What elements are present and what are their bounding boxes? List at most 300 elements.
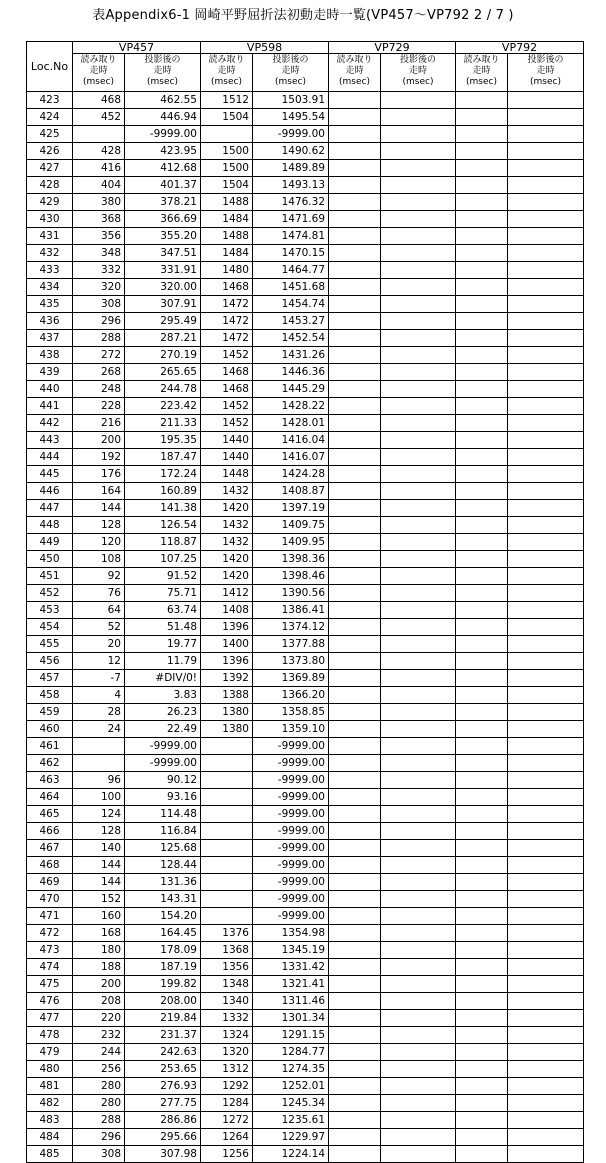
empty-cell — [381, 1010, 456, 1027]
loc-no-cell: 426 — [27, 143, 73, 160]
loc-no-cell: 449 — [27, 534, 73, 551]
vp598-read-cell — [201, 823, 253, 840]
empty-cell — [381, 721, 456, 738]
empty-cell — [508, 551, 584, 568]
vp598-read-cell: 1488 — [201, 228, 253, 245]
empty-cell — [329, 704, 381, 721]
empty-cell — [456, 160, 508, 177]
empty-cell — [329, 1044, 381, 1061]
table-row — [27, 891, 584, 908]
vp598-read-cell: 1356 — [201, 959, 253, 976]
empty-cell — [381, 109, 456, 126]
empty-cell — [456, 398, 508, 415]
loc-no-cell: 423 — [27, 92, 73, 109]
vp598-proj-cell: -9999.00 — [253, 738, 329, 755]
projected-time-header-line: (msec) — [402, 77, 434, 87]
vp598-read-cell: 1500 — [201, 143, 253, 160]
vp457-read-cell: 380 — [73, 194, 125, 211]
vp598-proj-cell: 1452.54 — [253, 330, 329, 347]
vp598-proj-cell: 1359.10 — [253, 721, 329, 738]
read-time-header — [329, 54, 381, 92]
vp457-read-cell: 220 — [73, 1010, 125, 1027]
loc-no-cell: 462 — [27, 755, 73, 772]
empty-cell — [381, 364, 456, 381]
vp598-read-cell: 1396 — [201, 619, 253, 636]
vp457-read-cell: 96 — [73, 772, 125, 789]
vp598-proj-cell: 1390.56 — [253, 585, 329, 602]
empty-cell — [456, 942, 508, 959]
empty-cell — [329, 670, 381, 687]
empty-cell — [381, 551, 456, 568]
vp457-proj-cell: 286.86 — [125, 1112, 201, 1129]
empty-cell — [456, 551, 508, 568]
vp598-read-cell: 1256 — [201, 1146, 253, 1163]
loc-no-cell: 452 — [27, 585, 73, 602]
loc-no-cell: 472 — [27, 925, 73, 942]
vp457-proj-cell: 75.71 — [125, 585, 201, 602]
vp457-read-cell: 100 — [73, 789, 125, 806]
vp457-proj-cell: 295.66 — [125, 1129, 201, 1146]
empty-cell — [381, 432, 456, 449]
loc-no-cell: 478 — [27, 1027, 73, 1044]
vp598-read-cell: 1504 — [201, 109, 253, 126]
vp457-proj-cell: 244.78 — [125, 381, 201, 398]
table-row — [27, 330, 584, 347]
table-row — [27, 585, 584, 602]
read-time-header-line: 走時 — [345, 66, 364, 76]
empty-cell — [508, 245, 584, 262]
empty-cell — [381, 415, 456, 432]
vp457-read-cell: 280 — [73, 1095, 125, 1112]
empty-cell — [329, 279, 381, 296]
table-row — [27, 908, 584, 925]
loc-no-cell: 468 — [27, 857, 73, 874]
vp598-proj-cell: 1490.62 — [253, 143, 329, 160]
table-row — [27, 942, 584, 959]
empty-cell — [456, 517, 508, 534]
vp598-read-cell: 1480 — [201, 262, 253, 279]
empty-cell — [381, 840, 456, 857]
empty-cell — [329, 806, 381, 823]
loc-no-cell: 444 — [27, 449, 73, 466]
vp457-proj-cell: -9999.00 — [125, 738, 201, 755]
vp598-proj-cell: -9999.00 — [253, 908, 329, 925]
table-row — [27, 840, 584, 857]
vp598-read-cell: 1504 — [201, 177, 253, 194]
projected-time-header-line: (msec) — [530, 77, 561, 87]
vp457-read-cell: 288 — [73, 330, 125, 347]
table-row — [27, 959, 584, 976]
empty-cell — [456, 381, 508, 398]
empty-cell — [456, 432, 508, 449]
table-row — [27, 109, 584, 126]
empty-cell — [508, 1146, 584, 1163]
empty-cell — [456, 823, 508, 840]
vp457-read-cell: 416 — [73, 160, 125, 177]
empty-cell — [456, 347, 508, 364]
empty-cell — [456, 857, 508, 874]
empty-cell — [508, 415, 584, 432]
vp598-proj-cell: 1397.19 — [253, 500, 329, 517]
vp-header: VP792 — [456, 42, 584, 54]
vp598-read-cell: 1284 — [201, 1095, 253, 1112]
loc-no-cell: 439 — [27, 364, 73, 381]
vp457-read-cell: 428 — [73, 143, 125, 160]
table-row — [27, 976, 584, 993]
vp457-proj-cell: 118.87 — [125, 534, 201, 551]
vp598-read-cell — [201, 874, 253, 891]
empty-cell — [381, 92, 456, 109]
empty-cell — [508, 92, 584, 109]
vp457-read-cell: 244 — [73, 1044, 125, 1061]
empty-cell — [329, 772, 381, 789]
vp598-proj-cell: 1331.42 — [253, 959, 329, 976]
vp598-proj-cell: 1489.89 — [253, 160, 329, 177]
empty-cell — [456, 976, 508, 993]
loc-no-cell: 482 — [27, 1095, 73, 1112]
vp457-read-cell: 308 — [73, 1146, 125, 1163]
vp598-read-cell: 1320 — [201, 1044, 253, 1061]
vp-header: VP729 — [329, 42, 456, 54]
projected-time-header-line: (msec) — [275, 77, 306, 87]
vp598-read-cell: 1472 — [201, 313, 253, 330]
empty-cell — [508, 466, 584, 483]
empty-cell — [381, 534, 456, 551]
table-row — [27, 789, 584, 806]
vp457-read-cell: 128 — [73, 517, 125, 534]
vp457-read-cell: 216 — [73, 415, 125, 432]
vp598-proj-cell: 1471.69 — [253, 211, 329, 228]
read-time-header-line: (msec) — [466, 77, 497, 87]
loc-no-cell: 432 — [27, 245, 73, 262]
vp598-proj-cell: 1245.34 — [253, 1095, 329, 1112]
vp457-proj-cell: 26.23 — [125, 704, 201, 721]
table-row — [27, 1044, 584, 1061]
empty-cell — [381, 772, 456, 789]
vp598-read-cell: 1312 — [201, 1061, 253, 1078]
table-row — [27, 1010, 584, 1027]
empty-cell — [381, 194, 456, 211]
vp457-read-cell: 368 — [73, 211, 125, 228]
projected-time-header-line: 投影後の — [144, 55, 181, 65]
vp598-proj-cell: 1252.01 — [253, 1078, 329, 1095]
loc-header: Loc.No — [27, 42, 73, 92]
empty-cell — [456, 806, 508, 823]
empty-cell — [456, 279, 508, 296]
empty-cell — [329, 177, 381, 194]
empty-cell — [508, 772, 584, 789]
empty-cell — [329, 942, 381, 959]
table-row — [27, 92, 584, 109]
empty-cell — [508, 296, 584, 313]
empty-cell — [508, 381, 584, 398]
header-row-sub — [27, 54, 584, 92]
empty-cell — [456, 313, 508, 330]
vp598-proj-cell: 1446.36 — [253, 364, 329, 381]
vp457-proj-cell: 208.00 — [125, 993, 201, 1010]
empty-cell — [381, 466, 456, 483]
empty-cell — [456, 925, 508, 942]
empty-cell — [508, 670, 584, 687]
empty-cell — [381, 398, 456, 415]
vp598-proj-cell: 1453.27 — [253, 313, 329, 330]
empty-cell — [456, 1095, 508, 1112]
empty-cell — [329, 466, 381, 483]
vp457-read-cell: 128 — [73, 823, 125, 840]
empty-cell — [329, 160, 381, 177]
vp457-proj-cell: 287.21 — [125, 330, 201, 347]
vp598-proj-cell: 1464.77 — [253, 262, 329, 279]
empty-cell — [329, 619, 381, 636]
empty-cell — [456, 92, 508, 109]
empty-cell — [381, 806, 456, 823]
table-row — [27, 1095, 584, 1112]
empty-cell — [329, 143, 381, 160]
projected-time-header — [125, 54, 201, 92]
projected-time-header-line: 走時 — [281, 66, 300, 76]
vp457-proj-cell: 187.47 — [125, 449, 201, 466]
loc-no-cell: 466 — [27, 823, 73, 840]
vp457-proj-cell: 116.84 — [125, 823, 201, 840]
vp457-proj-cell: 154.20 — [125, 908, 201, 925]
empty-cell — [329, 381, 381, 398]
empty-cell — [508, 109, 584, 126]
vp457-read-cell: 296 — [73, 313, 125, 330]
empty-cell — [329, 1146, 381, 1163]
empty-cell — [508, 891, 584, 908]
empty-cell — [381, 160, 456, 177]
loc-no-cell: 428 — [27, 177, 73, 194]
empty-cell — [381, 1146, 456, 1163]
vp457-read-cell: 248 — [73, 381, 125, 398]
vp457-read-cell: 200 — [73, 432, 125, 449]
empty-cell — [456, 1027, 508, 1044]
vp457-proj-cell: 265.65 — [125, 364, 201, 381]
empty-cell — [381, 517, 456, 534]
empty-cell — [508, 653, 584, 670]
empty-cell — [329, 755, 381, 772]
table-row — [27, 245, 584, 262]
vp598-read-cell: 1368 — [201, 942, 253, 959]
empty-cell — [508, 194, 584, 211]
table-row — [27, 194, 584, 211]
vp598-proj-cell: 1354.98 — [253, 925, 329, 942]
table-row — [27, 534, 584, 551]
vp598-proj-cell: -9999.00 — [253, 823, 329, 840]
empty-cell — [508, 160, 584, 177]
empty-cell — [508, 908, 584, 925]
loc-no-cell: 469 — [27, 874, 73, 891]
vp598-read-cell: 1380 — [201, 721, 253, 738]
vp457-read-cell: 192 — [73, 449, 125, 466]
empty-cell — [329, 1061, 381, 1078]
vp457-proj-cell: 242.63 — [125, 1044, 201, 1061]
vp457-read-cell: 268 — [73, 364, 125, 381]
vp598-read-cell: 1484 — [201, 211, 253, 228]
vp598-proj-cell: -9999.00 — [253, 891, 329, 908]
read-time-header-line: 走時 — [217, 66, 236, 76]
table-row — [27, 619, 584, 636]
empty-cell — [508, 925, 584, 942]
vp457-proj-cell: 19.77 — [125, 636, 201, 653]
vp457-proj-cell: 128.44 — [125, 857, 201, 874]
loc-no-cell: 441 — [27, 398, 73, 415]
vp598-proj-cell: 1428.01 — [253, 415, 329, 432]
vp598-proj-cell: 1424.28 — [253, 466, 329, 483]
projected-time-header-line: 走時 — [408, 66, 427, 76]
empty-cell — [456, 177, 508, 194]
empty-cell — [381, 993, 456, 1010]
vp457-proj-cell: 223.42 — [125, 398, 201, 415]
vp598-read-cell — [201, 908, 253, 925]
empty-cell — [508, 449, 584, 466]
empty-cell — [508, 228, 584, 245]
vp598-proj-cell: -9999.00 — [253, 857, 329, 874]
empty-cell — [456, 874, 508, 891]
vp457-proj-cell: 320.00 — [125, 279, 201, 296]
vp598-proj-cell: 1374.12 — [253, 619, 329, 636]
vp457-proj-cell: 22.49 — [125, 721, 201, 738]
vp598-proj-cell: 1386.41 — [253, 602, 329, 619]
empty-cell — [381, 483, 456, 500]
vp457-proj-cell: 295.49 — [125, 313, 201, 330]
vp598-proj-cell: 1474.81 — [253, 228, 329, 245]
vp457-read-cell: 152 — [73, 891, 125, 908]
read-time-header — [73, 54, 125, 92]
vp598-read-cell: 1432 — [201, 483, 253, 500]
vp457-proj-cell: 172.24 — [125, 466, 201, 483]
vp598-proj-cell: 1493.13 — [253, 177, 329, 194]
empty-cell — [508, 1095, 584, 1112]
table-row — [27, 993, 584, 1010]
vp457-proj-cell: 253.65 — [125, 1061, 201, 1078]
vp598-proj-cell: -9999.00 — [253, 755, 329, 772]
table-row — [27, 466, 584, 483]
vp598-read-cell — [201, 857, 253, 874]
vp457-read-cell: 320 — [73, 279, 125, 296]
vp457-read-cell: 92 — [73, 568, 125, 585]
vp457-proj-cell: 378.21 — [125, 194, 201, 211]
vp457-proj-cell: 401.37 — [125, 177, 201, 194]
vp457-proj-cell: 11.79 — [125, 653, 201, 670]
vp598-read-cell: 1272 — [201, 1112, 253, 1129]
vp598-read-cell — [201, 772, 253, 789]
table-row — [27, 1061, 584, 1078]
vp598-read-cell: 1488 — [201, 194, 253, 211]
vp457-proj-cell: 195.35 — [125, 432, 201, 449]
empty-cell — [508, 262, 584, 279]
empty-cell — [329, 330, 381, 347]
table-row — [27, 704, 584, 721]
loc-no-cell: 485 — [27, 1146, 73, 1163]
table-row — [27, 721, 584, 738]
vp598-proj-cell: 1358.85 — [253, 704, 329, 721]
vp598-read-cell: 1376 — [201, 925, 253, 942]
empty-cell — [456, 262, 508, 279]
empty-cell — [381, 942, 456, 959]
empty-cell — [329, 449, 381, 466]
empty-cell — [456, 364, 508, 381]
empty-cell — [508, 738, 584, 755]
loc-no-cell: 467 — [27, 840, 73, 857]
empty-cell — [456, 789, 508, 806]
vp457-proj-cell: 366.69 — [125, 211, 201, 228]
empty-cell — [456, 772, 508, 789]
vp457-read-cell: 348 — [73, 245, 125, 262]
vp457-proj-cell: 276.93 — [125, 1078, 201, 1095]
empty-cell — [456, 568, 508, 585]
vp598-proj-cell: 1229.97 — [253, 1129, 329, 1146]
empty-cell — [456, 653, 508, 670]
projected-time-header-line: (msec) — [147, 77, 178, 87]
table-row — [27, 1078, 584, 1095]
vp457-read-cell: 280 — [73, 1078, 125, 1095]
table-row — [27, 568, 584, 585]
loc-no-cell: 477 — [27, 1010, 73, 1027]
empty-cell — [381, 211, 456, 228]
projected-time-header — [508, 54, 584, 92]
empty-cell — [456, 755, 508, 772]
empty-cell — [456, 143, 508, 160]
vp457-read-cell: 228 — [73, 398, 125, 415]
table-row — [27, 449, 584, 466]
loc-no-cell: 456 — [27, 653, 73, 670]
vp457-read-cell: 452 — [73, 109, 125, 126]
vp457-proj-cell: 219.84 — [125, 1010, 201, 1027]
empty-cell — [381, 1078, 456, 1095]
empty-cell — [508, 619, 584, 636]
table-row — [27, 262, 584, 279]
read-time-header — [201, 54, 253, 92]
empty-cell — [329, 296, 381, 313]
empty-cell — [381, 874, 456, 891]
vp598-proj-cell: 1235.61 — [253, 1112, 329, 1129]
read-time-header-line: (msec) — [339, 77, 370, 87]
loc-no-cell: 484 — [27, 1129, 73, 1146]
vp457-read-cell: 24 — [73, 721, 125, 738]
empty-cell — [381, 891, 456, 908]
empty-cell — [508, 1061, 584, 1078]
loc-no-cell: 476 — [27, 993, 73, 1010]
vp457-proj-cell: 307.91 — [125, 296, 201, 313]
empty-cell — [381, 1061, 456, 1078]
table-row — [27, 347, 584, 364]
vp598-read-cell: 1448 — [201, 466, 253, 483]
vp598-read-cell: 1452 — [201, 398, 253, 415]
empty-cell — [508, 364, 584, 381]
empty-cell — [508, 959, 584, 976]
loc-no-cell: 457 — [27, 670, 73, 687]
empty-cell — [329, 874, 381, 891]
vp598-proj-cell: 1409.75 — [253, 517, 329, 534]
vp598-proj-cell: -9999.00 — [253, 806, 329, 823]
loc-no-cell: 461 — [27, 738, 73, 755]
empty-cell — [329, 432, 381, 449]
empty-cell — [381, 959, 456, 976]
empty-cell — [329, 857, 381, 874]
empty-cell — [329, 415, 381, 432]
empty-cell — [329, 738, 381, 755]
vp598-read-cell: 1452 — [201, 347, 253, 364]
table-row — [27, 551, 584, 568]
vp457-proj-cell: 307.98 — [125, 1146, 201, 1163]
table-row — [27, 687, 584, 704]
vp598-read-cell: 1452 — [201, 415, 253, 432]
empty-cell — [456, 330, 508, 347]
empty-cell — [508, 857, 584, 874]
empty-cell — [508, 534, 584, 551]
empty-cell — [329, 721, 381, 738]
